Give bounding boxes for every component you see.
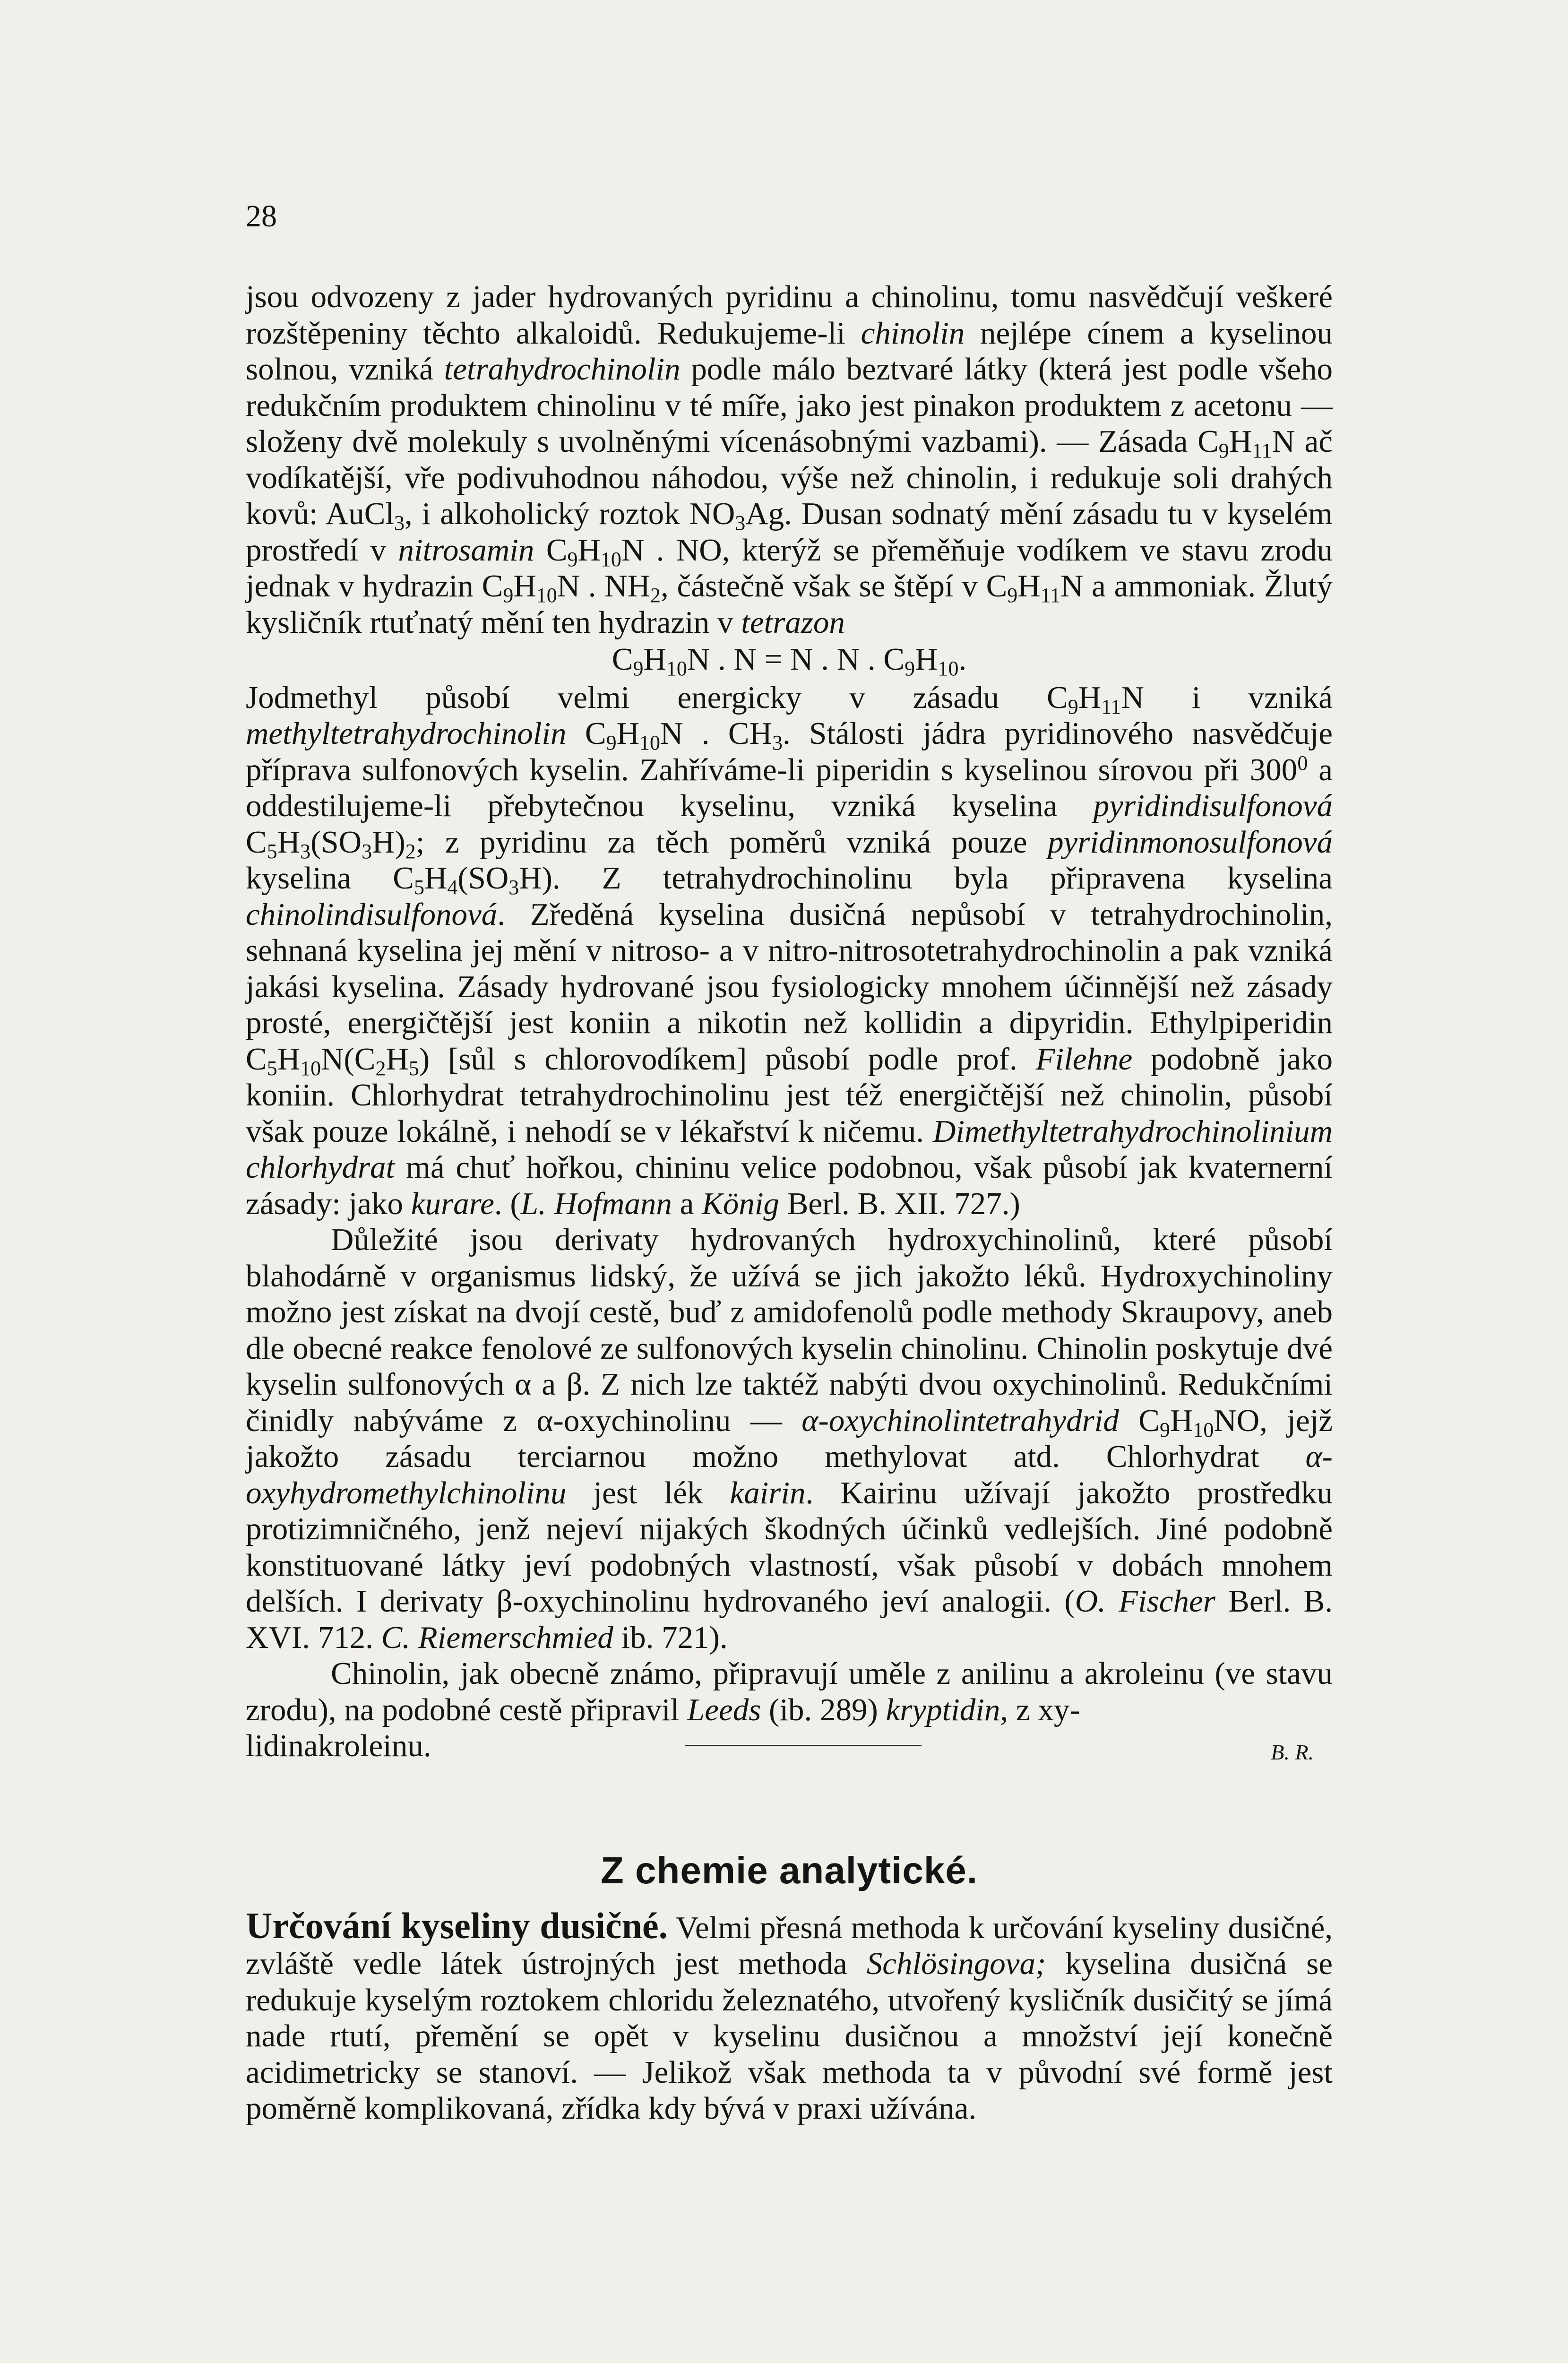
- paragraph-4: Chinolin, jak obecně známo, připravují uměle z anilinu a akroleinu (ve stavu zrodu), na podobné cestě připravil Leeds (ib. 289) kryptidin, z xy-: [246, 1656, 1333, 1727]
- runin-heading: Určování kyseliny dusičné.: [246, 1905, 668, 1946]
- paragraph-3: Důležité jsou derivaty hydrovaných hydroxychinolinů, které působí blahodárně v organismus lidský, že užívá se jich jakožto léků. Hydroxychinoliny možno jest získat na dvojí cestě, buď z amidofenolů podle methody Skraupovy, aneb dle obecné reakce fenolové ze sulfonových kyselin chinolinu. Chinolin poskytuje dvé kyselin sulfonových α a β. Z nich lze taktéž nabýti dvou oxychinolinů. Redukčními činidly nabýváme z α-oxychinolinu — α-oxychinolintetrahydrid $C_9H_{10}NO$, jejž jakožto zásadu terciarnou možno methylovat atd. Chlorhydrat α-oxyhydromethylchinolinu jest lék kairin. Kairinu užívají jakožto prostředku protizimničného, jenž nejeví nijakých škodných účinků vedlejších. Jiné podobně konstituované látky jeví podobných vlastností, však působí v dobách mnohem delších. I derivaty β-oxychinolinu hydrovaného jeví analogii. (O. Fischer Berl. B. XVI. 712. C. Riemerschmied ib. 721).: [246, 1222, 1333, 1655]
- separator-rule: [685, 1745, 922, 1746]
- page-number: 28: [246, 199, 277, 233]
- paragraph-1: jsou odvozeny z jader hydrovaných pyridinu a chinolinu, tomu nasvědčují veškeré rozštěpeniny těchto alkaloidů. Redukujeme-li chinolin nejlépe cínem a kyselinou solnou, vzniká tetrahydrochinolin podle málo beztvaré látky (která jest podle všeho redukčním produktem chinolinu v té míře, jako jest pinakon produktem z acetonu — složeny dvě molekuly s uvolněnými vícenásobnými vazbami). — Zásada $C_9H_{11}N$ ač vodíkatější, vře podivuhodnou náhodou, výše než chinolin, i redukuje soli drahých kovů: AuCl$_3$, i alkoholický roztok $NO_3Ag$. Dusan sodnatý mění zásadu tu v kyselém prostředí v nitrosamin $C_9H_{10}N$ . NO, kterýž se přeměňuje vodíkem ve stavu zrodu jednak v hydrazin $C_9H_{10}N$ . $NH_2$, částečně však se štěpí v $C_9H_{11}N$ a ammoniak. Žlutý kysličník rtuťnatý mění ten hydrazin v tetrazon: [246, 279, 1333, 640]
- author-signature: B. R.: [1271, 1740, 1314, 1764]
- section-title: Z chemie analytické.: [600, 1849, 978, 1891]
- analytical-section: [246, 1849, 1333, 2127]
- paragraph-4-last-line: lidinakroleinu. B. R.: [246, 1728, 1333, 1764]
- article-body: [246, 279, 1333, 1764]
- paragraph-2: Jodmethyl působí velmi energicky v zásadu $C_9H_{11}N$ i vzniká methyltetrahydrochinolin $C_9H_{10}N$ . $CH_3$. Stálosti jádra pyridinového nasvědčuje příprava sulfonových kyselin. Zahříváme-li piperidin s kyselinou sírovou při $300^0$ a oddestilujeme-li přebytečnou kyselinu, vzniká kyselina pyridindisulfonová $C_5H_3(SO_3H)_2$; z pyridinu za těch poměrů vzniká pouze pyridinmonosulfonová kyselina $C_5H_4(SO_3H)$. Z tetrahydrochinolinu byla připravena kyselina chinolindisulfonová. Zředěná kyselina dusičná nepůsobí v tetrahydrochinolin, sehnaná kyselina jej mění v nitroso- a v nitro-nitrosotetrahydrochinolin a pak vzniká jakási kyselina. Zásady hydrované jsou fysiologicky mnohem účinnější než zásady prosté, energičtější jest koniin a nikotin než kollidin a dipyridin. Ethylpiperidin $C_5H_{10}N(C_2H_5)$ [sůl s chlorovodíkem] působí podle prof. Filehne podobně jako koniin. Chlorhydrat tetrahydrochinolinu jest též energičtější než chinolin, působí však pouze lokálně, i nehodí se v lékařství k ničemu. Dimethyltetrahydrochinolinium chlorhydrat má chuť hořkou, chininu velice podobnou, však působí jak kvaternerní zásady: jako kurare. (L. Hofmann a König Berl. B. XII. 727.): [246, 680, 1333, 1221]
- tetrazon-formula: $C_9H_{10}N$ . N = N . N . $C_9H_{10}$.: [612, 642, 967, 680]
- paragraph-5: Určování kyseliny dusičné. Velmi přesná methoda k určování kyseliny dusičné, zvláště vedle látek ústrojných jest methoda Schlösingova; kyselina dusičná se redukuje kyselým roztokem chloridu železnatého, utvořený kysličník dusičitý se jímá nade rtutí, přemění se opět v kyselinu dusičnou a množství její konečně acidimetricky se stanoví. — Jelikož však methoda ta v původní své formě jest poměrně komplikovaná, zřídka kdy bývá v praxi užívána.: [246, 1905, 1333, 2126]
